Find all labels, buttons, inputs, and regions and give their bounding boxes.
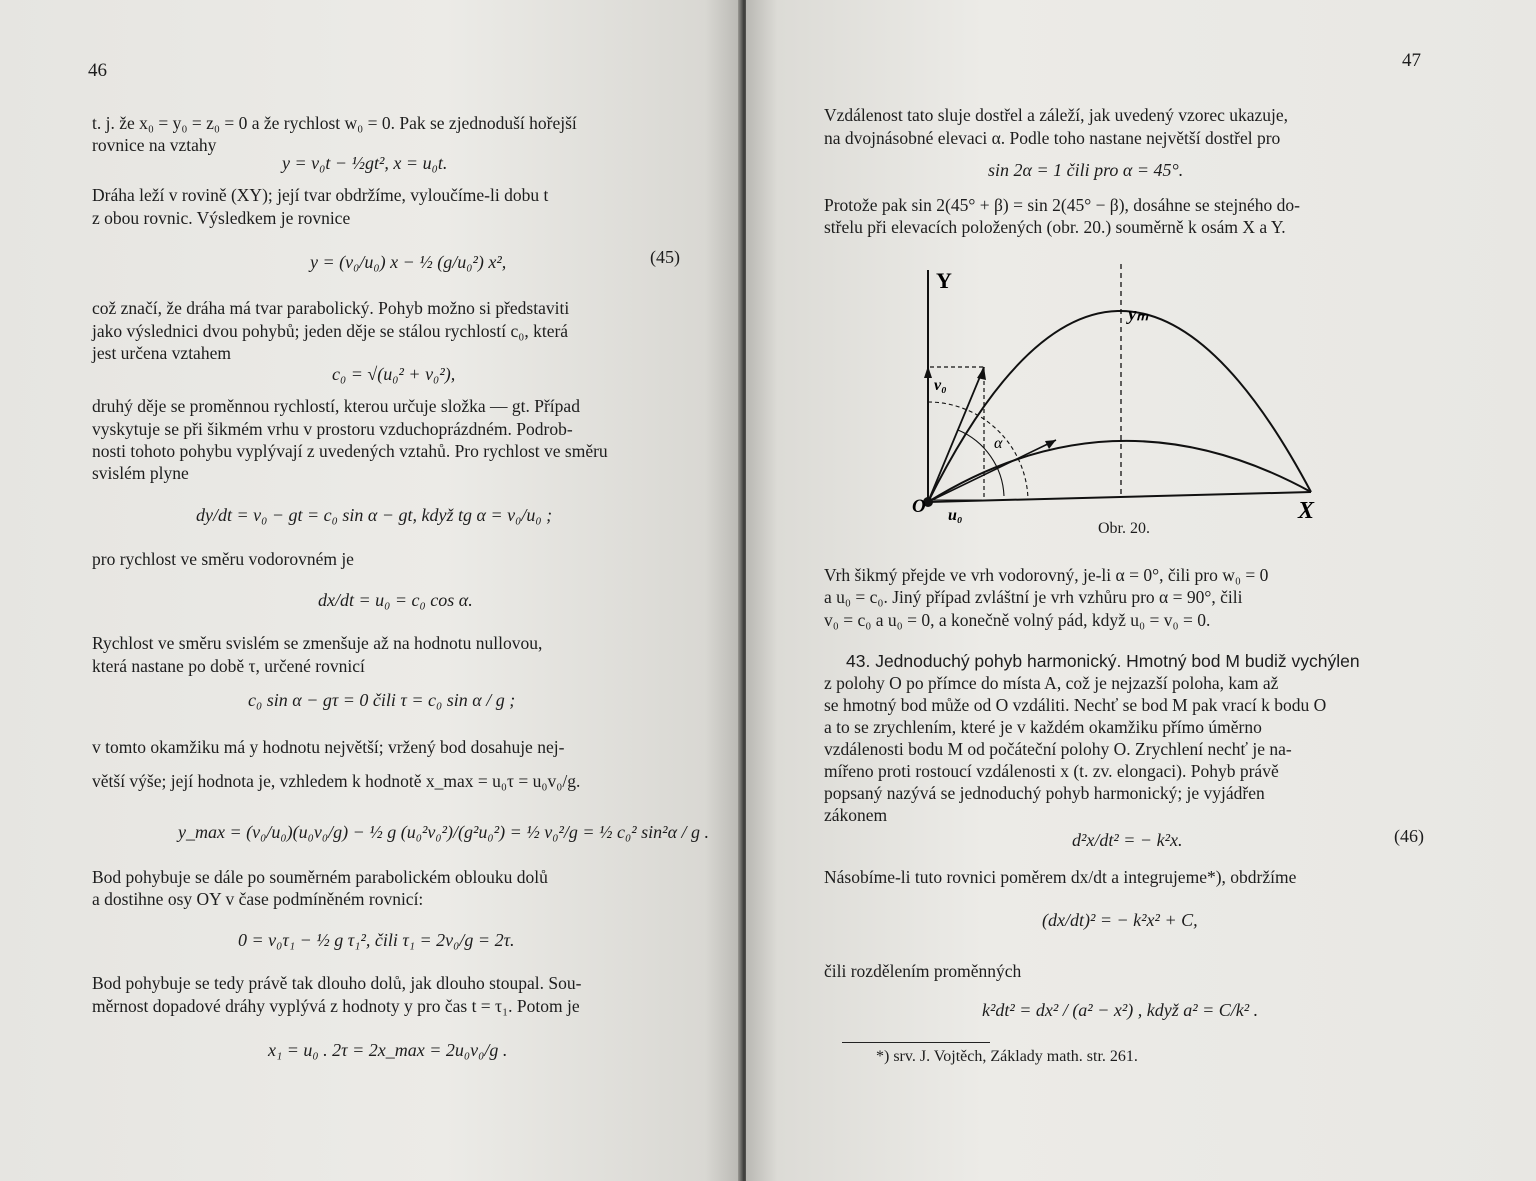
text-line: vyskytuje se při šikmém vrhu v prostoru vzduchoprázdném. Podrob-: [92, 419, 573, 439]
text-line: Protože pak sin 2(45° + β) = sin 2(45° − β), dosáhne se stejného do-: [824, 195, 1300, 215]
label-u0: u₀: [948, 507, 963, 524]
label-o: O: [912, 496, 926, 517]
equation: c₀ sin α − gτ = 0 čili τ = c₀ sin α / g ;: [248, 690, 516, 710]
text-line: zákonem: [824, 805, 888, 825]
label-alpha: α: [994, 435, 1003, 452]
text-line: Dráha leží v rovině (XY); její tvar obdržíme, vyloučíme-li dobu t: [92, 185, 549, 205]
equation: 0 = v₀τ₁ − ½ g τ₁², čili τ₁ = 2v₀/g = 2τ.: [238, 930, 515, 950]
text-line: větší výše; její hodnota je, vzhledem k hodnotě x_max = u₀τ = u₀v₀/g.: [92, 771, 581, 791]
label-y: Y: [936, 268, 952, 293]
equation: c₀ = √(u₀² + v₀²),: [332, 364, 456, 384]
text-line: střelu při elevacích položených (obr. 20.) souměrně k osám X a Y.: [824, 217, 1286, 237]
text-line: jest určena vztahem: [92, 343, 231, 363]
text-line: vzdálenosti bodu M od počáteční polohy O. Zrychlení nechť je na-: [824, 739, 1292, 759]
text-line: Rychlost ve směru svislém se zmenšuje až na hodnotu nullovou,: [92, 633, 543, 653]
equation: (dx/dt)² = − k²x² + C,: [1042, 910, 1198, 930]
equation: y_max = (v₀/u₀)(u₀v₀/g) − ½ g (u₀²v₀²)/(g²u₀²) = ½ v₀²/g = ½ c₀² sin²α / g .: [178, 822, 710, 842]
page-number-left: 46: [88, 60, 107, 81]
text-line: a u₀ = c₀. Jiný případ zvláštní je vrh vzhůru pro α = 90°, čili: [824, 587, 1243, 607]
right-page: [746, 0, 1536, 1181]
text-line: z obou rovnic. Výsledkem je rovnice: [92, 208, 351, 228]
text-line: nosti tohoto pohybu vyplývají z uvedených vztahů. Pro rychlost ve směru: [92, 441, 608, 461]
footnote: *) srv. J. Vojtěch, Základy math. str. 261.: [876, 1048, 1138, 1065]
text-line: která nastane po době τ, určené rovnicí: [92, 656, 365, 676]
velocity-vector-low: [928, 440, 1056, 502]
text-line: jako výslednici dvou pohybů; jeden děje se stálou rychlostí c₀, která: [92, 321, 569, 341]
equation-number: (46): [1394, 826, 1424, 846]
text-line: rovnice na vztahy: [92, 135, 217, 155]
equation: dy/dt = v₀ − gt = c₀ sin α − gt, když tg α = v₀/u₀ ;: [196, 505, 553, 525]
text-line: a dostihne osy OY v čase podmíněném rovnicí:: [92, 889, 424, 909]
page-number-right: 47: [1402, 50, 1421, 71]
label-v0: v₀: [934, 377, 947, 394]
equation: y = v₀t − ½gt², x = u₀t.: [282, 153, 448, 173]
equation: k²dt² = dx² / (a² − x²) , když a² = C/k² .: [982, 1000, 1259, 1020]
text-line: se hmotný bod může od O vzdáliti. Nechť se bod M pak vrací k bodu O: [824, 695, 1327, 715]
text-line: Bod pohybuje se dále po souměrném parabolickém oblouku dolů: [92, 867, 548, 887]
text-line: čili rozdělením proměnných: [824, 961, 1022, 981]
text-line: Bod pohybuje se tedy právě tak dlouho dolů, jak dlouho stoupal. Sou-: [92, 973, 582, 993]
text-line: na dvojnásobné elevaci α. Podle toho nastane největší dostřel pro: [824, 128, 1281, 148]
text-line: popsaný nazývá se jednoduchý pohyb harmonický; je vyjádřen: [824, 783, 1265, 803]
left-page: [0, 0, 742, 1181]
equation: dx/dt = u₀ = c₀ cos α.: [318, 590, 473, 610]
text-line: měrnost dopadové dráhy vyplývá z hodnoty y pro čas t = τ₁. Potom je: [92, 996, 580, 1016]
figure-caption: Obr. 20.: [1098, 520, 1150, 537]
x-axis: [928, 492, 1311, 502]
text-line: v₀ = c₀ a u₀ = 0, a konečně volný pád, když u₀ = v₀ = 0.: [824, 610, 1211, 630]
equation-number: (45): [650, 247, 680, 267]
arrow-head: [977, 367, 986, 380]
equation: sin 2α = 1 čili pro α = 45°.: [988, 160, 1184, 180]
text-line: v tomto okamžiku má y hodnotu největší; vržený bod dosahuje nej-: [92, 737, 565, 757]
section-heading-line: 43. Jednoduchý pohyb harmonický. Hmotný bod M budiž vychýlen: [846, 651, 1360, 671]
text-line: Vzdálenost tato sluje dostřel a záleží, jak uvedený vzorec ukazuje,: [824, 105, 1289, 125]
equation: d²x/dt² = − k²x.: [1072, 830, 1183, 850]
text-line: svislém plyne: [92, 463, 189, 483]
projectile-figure: [906, 250, 1326, 525]
label-x: X: [1298, 498, 1315, 524]
text-line: pro rychlost ve směru vodorovném je: [92, 549, 354, 569]
text-line: mířeno proti rostoucí vzdálenosti x (t. zv. elongaci). Pohyb právě: [824, 761, 1279, 781]
label-ym: yₘ: [1128, 304, 1149, 325]
text-line: a to se zrychlením, které je v každém okamžiku přímo úměrno: [824, 717, 1262, 737]
text-line: což značí, že dráha má tvar parabolický. Pohyb možno si představiti: [92, 298, 570, 318]
text-line: z polohy O po přímce do místa A, což je nejzazší poloha, kam až: [824, 673, 1279, 693]
arrow-head: [924, 366, 932, 378]
text-line: Násobíme-li tuto rovnici poměrem dx/dt a integrujeme*), obdržíme: [824, 867, 1297, 887]
equation: x₁ = u₀ . 2τ = 2x_max = 2u₀v₀/g .: [268, 1040, 508, 1060]
text-line: druhý děje se proměnnou rychlostí, kterou určuje složka — gt. Případ: [92, 396, 580, 416]
text-line: t. j. že x₀ = y₀ = z₀ = 0 a že rychlost w₀ = 0. Pak se zjednoduší hořejší: [92, 113, 577, 133]
equation: y = (v₀/u₀) x − ½ (g/u₀²) x²,: [310, 252, 507, 272]
footnote-rule: [842, 1042, 990, 1043]
text-line: Vrh šikmý přejde ve vrh vodorovný, je-li α = 0°, čili pro w₀ = 0: [824, 565, 1269, 585]
